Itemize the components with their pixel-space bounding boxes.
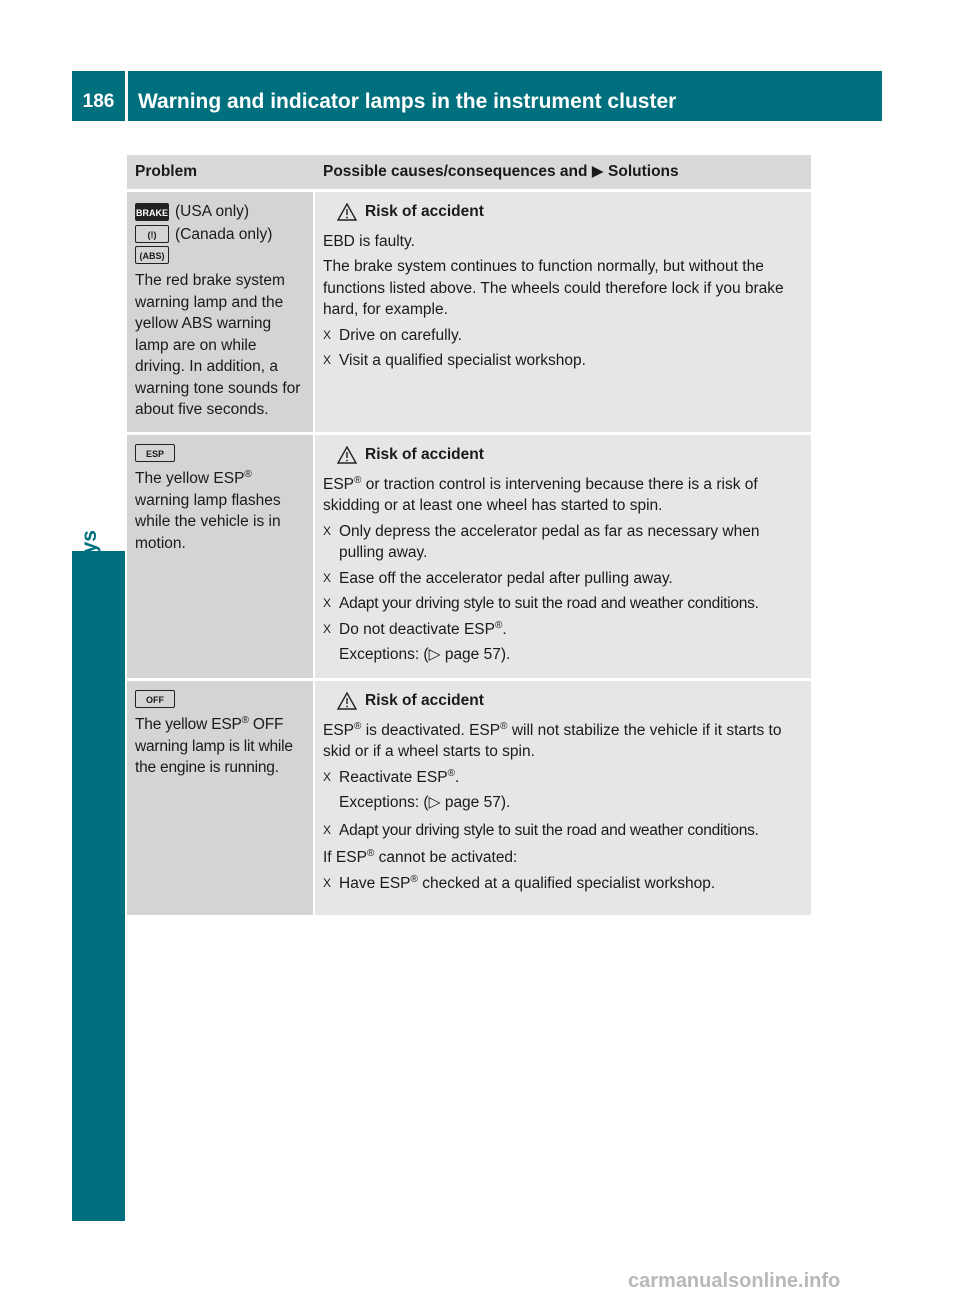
cause-text [323,474,805,517]
esp-lamp-icon: ESP [135,444,175,462]
problem-description [135,714,307,779]
warning-label: Risk of accident [365,203,484,220]
warning-triangle-icon [337,446,357,464]
step-text [339,767,459,789]
step-text-part: . [454,768,460,786]
registered-mark: ® [244,468,252,480]
step-text-part: Do not deactivate ESP [339,620,495,638]
condition-text-part: cannot be activated: [378,849,518,866]
brake-warning-icon: (!) [135,225,169,243]
problem-cell [127,681,313,915]
step-text: Adapt your driving style to suit the road and weather conditions. [339,595,759,612]
solution-cell [315,681,811,915]
side-tab-gap [72,121,125,551]
step-text-part: checked at a qualified specialist workshop. [422,874,716,892]
column-header-solutions [315,161,811,183]
column-header-problem: Problem [135,163,198,181]
registered-mark: ® [354,720,362,732]
step-text: Visit a qualified specialist workshop. [339,352,586,369]
registered-mark: ® [410,873,418,885]
page-number: 186 [82,91,115,112]
lamp-line [135,444,307,462]
cause-text: The brake system continues to function normally, but without the functions listed above. The wheels could therefore lock if you brake hard, for example. [323,258,784,318]
lamp-line [135,201,307,223]
step-arrow-icon: X [323,327,332,342]
step-text [339,619,507,641]
solution-step [323,568,805,590]
table-row [127,678,811,915]
step-arrow-icon: X [323,875,332,890]
problem-text-part: The yellow ESP [135,716,242,733]
page-title: Warning and indicator lamps in the instrument cluster [138,90,677,113]
step-text [339,873,715,895]
solution-step [323,593,805,615]
play-arrow-icon: ▶ [591,163,604,181]
problem-description [135,468,307,554]
column-header-causes: Possible causes/consequences and [323,163,588,181]
lamp-line [135,690,307,708]
lamp-line [135,246,307,264]
page-header [72,71,882,121]
solution-step [323,873,805,895]
warning-label: Risk of accident [365,692,484,709]
warning-heading [323,201,805,223]
step-text: Adapt your driving style to suit the road and weather conditions. [339,821,759,839]
registered-mark: ® [500,720,508,732]
lamp-note: (USA only) [175,203,250,220]
solution-step [323,325,805,347]
solution-cell [315,435,811,678]
lamp-line [135,224,307,246]
registered-mark: ® [354,474,362,486]
step-text: Drive on carefully. [339,326,462,344]
cause-text-part: ESP [323,475,355,493]
registered-mark: ® [366,847,375,859]
step-arrow-icon: X [323,596,332,610]
problem-text-part: The yellow ESP [135,470,245,487]
table-row [127,432,811,678]
step-text: Ease off the accelerator pedal after pulling away. [339,569,673,587]
exceptions-reference: Exceptions: (▷ page 57). [339,794,511,811]
step-text: Only depress the accelerator pedal as far as necessary when pulling away. [339,522,760,561]
cause-text-part: or traction control is intervening because there is a risk of skidding or at least one wheel has started to spin. [323,475,758,514]
abs-lamp-icon: (ABS) [135,246,169,264]
solution-cell [315,192,811,432]
problem-cell [127,192,313,432]
cause-text-part: ESP [323,721,355,739]
solution-step [323,619,805,641]
problem-cell [127,435,313,678]
solution-step [323,350,805,372]
step-arrow-icon: X [323,353,332,367]
warning-heading [323,690,805,712]
problem-solution-table [127,155,811,915]
step-text-part: Reactivate ESP [339,768,448,786]
step-arrow-icon: X [323,523,332,538]
registered-mark: ® [241,714,249,726]
exceptions-reference: Exceptions: (▷ page 57). [339,646,511,663]
step-text-part: . [502,620,507,638]
step-text-part: Have ESP [339,874,411,892]
cause-text-part: is deactivated. ESP [365,721,501,739]
problem-text-part: OFF warning lamp is lit while the engine is running. [135,716,293,776]
solution-step [323,820,805,842]
warning-triangle-icon [337,692,357,710]
registered-mark: ® [447,767,455,779]
step-arrow-icon: X [323,769,332,784]
cause-text [323,720,805,763]
warning-triangle-icon [337,203,357,221]
cause-text-part: will not stabilize the vehicle if it starts to skid or if a wheel starts to spin. [323,721,782,760]
step-arrow-icon: X [323,822,332,837]
problem-description: The red brake system warning lamp and the yellow ABS warning lamp are on while driving. In addition, a warning tone sounds for about five seconds. [135,272,301,418]
table-header-row [127,155,811,189]
header-divider [125,71,128,121]
brake-lamp-icon: BRAKE [135,203,169,221]
registered-mark: ® [494,619,503,631]
solution-step [323,521,805,564]
step-arrow-icon: X [323,621,332,636]
condition-text-part: If ESP [323,849,367,866]
step-arrow-icon: X [323,570,332,585]
column-header-solutions-label: Solutions [608,163,679,181]
table-row [127,189,811,432]
section-label: On-board computer and displays [78,530,101,860]
watermark: carmanualsonline.info [628,1270,841,1292]
problem-text-part: warning lamp flashes while the vehicle is in motion. [135,491,281,552]
cause-text: EBD is faulty. [323,232,415,250]
condition-text [323,847,805,869]
esp-off-lamp-icon: OFF [135,690,175,708]
lamp-note: (Canada only) [175,225,273,243]
warning-label: Risk of accident [365,446,484,463]
warning-heading [323,444,805,466]
solution-step [323,767,805,789]
